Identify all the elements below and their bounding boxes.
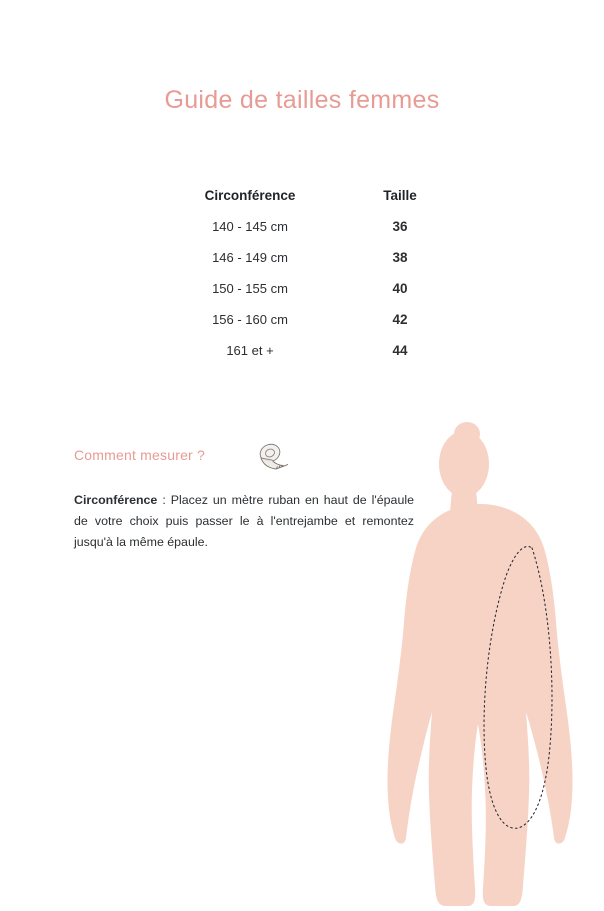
cell-size: 38 xyxy=(392,250,408,265)
table-row xyxy=(150,219,450,250)
cell-circumference: 140 - 145 cm xyxy=(212,219,288,234)
cell-size: 44 xyxy=(392,343,408,358)
cell-size: 42 xyxy=(392,312,408,327)
measure-description-lead: Circonférence xyxy=(74,493,158,507)
table-row xyxy=(150,250,450,281)
cell-circumference: 146 - 149 cm xyxy=(212,250,288,265)
silhouette-body-shape xyxy=(387,422,572,906)
cell-size: 40 xyxy=(392,281,408,296)
cell-size: 36 xyxy=(392,219,408,234)
cell-circumference: 161 et + xyxy=(226,343,274,358)
table-header-row xyxy=(150,188,450,219)
cell-circumference: 150 - 155 cm xyxy=(212,281,288,296)
page-title: Guide de tailles femmes xyxy=(164,86,440,114)
cell-circumference: 156 - 160 cm xyxy=(212,312,288,327)
measure-description xyxy=(74,490,414,553)
column-header-circumference: Circonférence xyxy=(204,188,296,203)
measure-description-text: : Placez un mètre ruban en haut de l'épaule de votre choix puis passer le à l'entrejambe et remontez jusqu'à la même épaule. xyxy=(74,493,414,549)
table-row xyxy=(150,343,450,374)
tape-measure-icon xyxy=(254,440,294,474)
how-to-measure-label: Comment mesurer ? xyxy=(74,447,205,463)
female-silhouette-illustration xyxy=(372,416,604,906)
column-header-size: Taille xyxy=(383,188,417,203)
table-row xyxy=(150,312,450,343)
size-table xyxy=(150,188,450,374)
table-row xyxy=(150,281,450,312)
